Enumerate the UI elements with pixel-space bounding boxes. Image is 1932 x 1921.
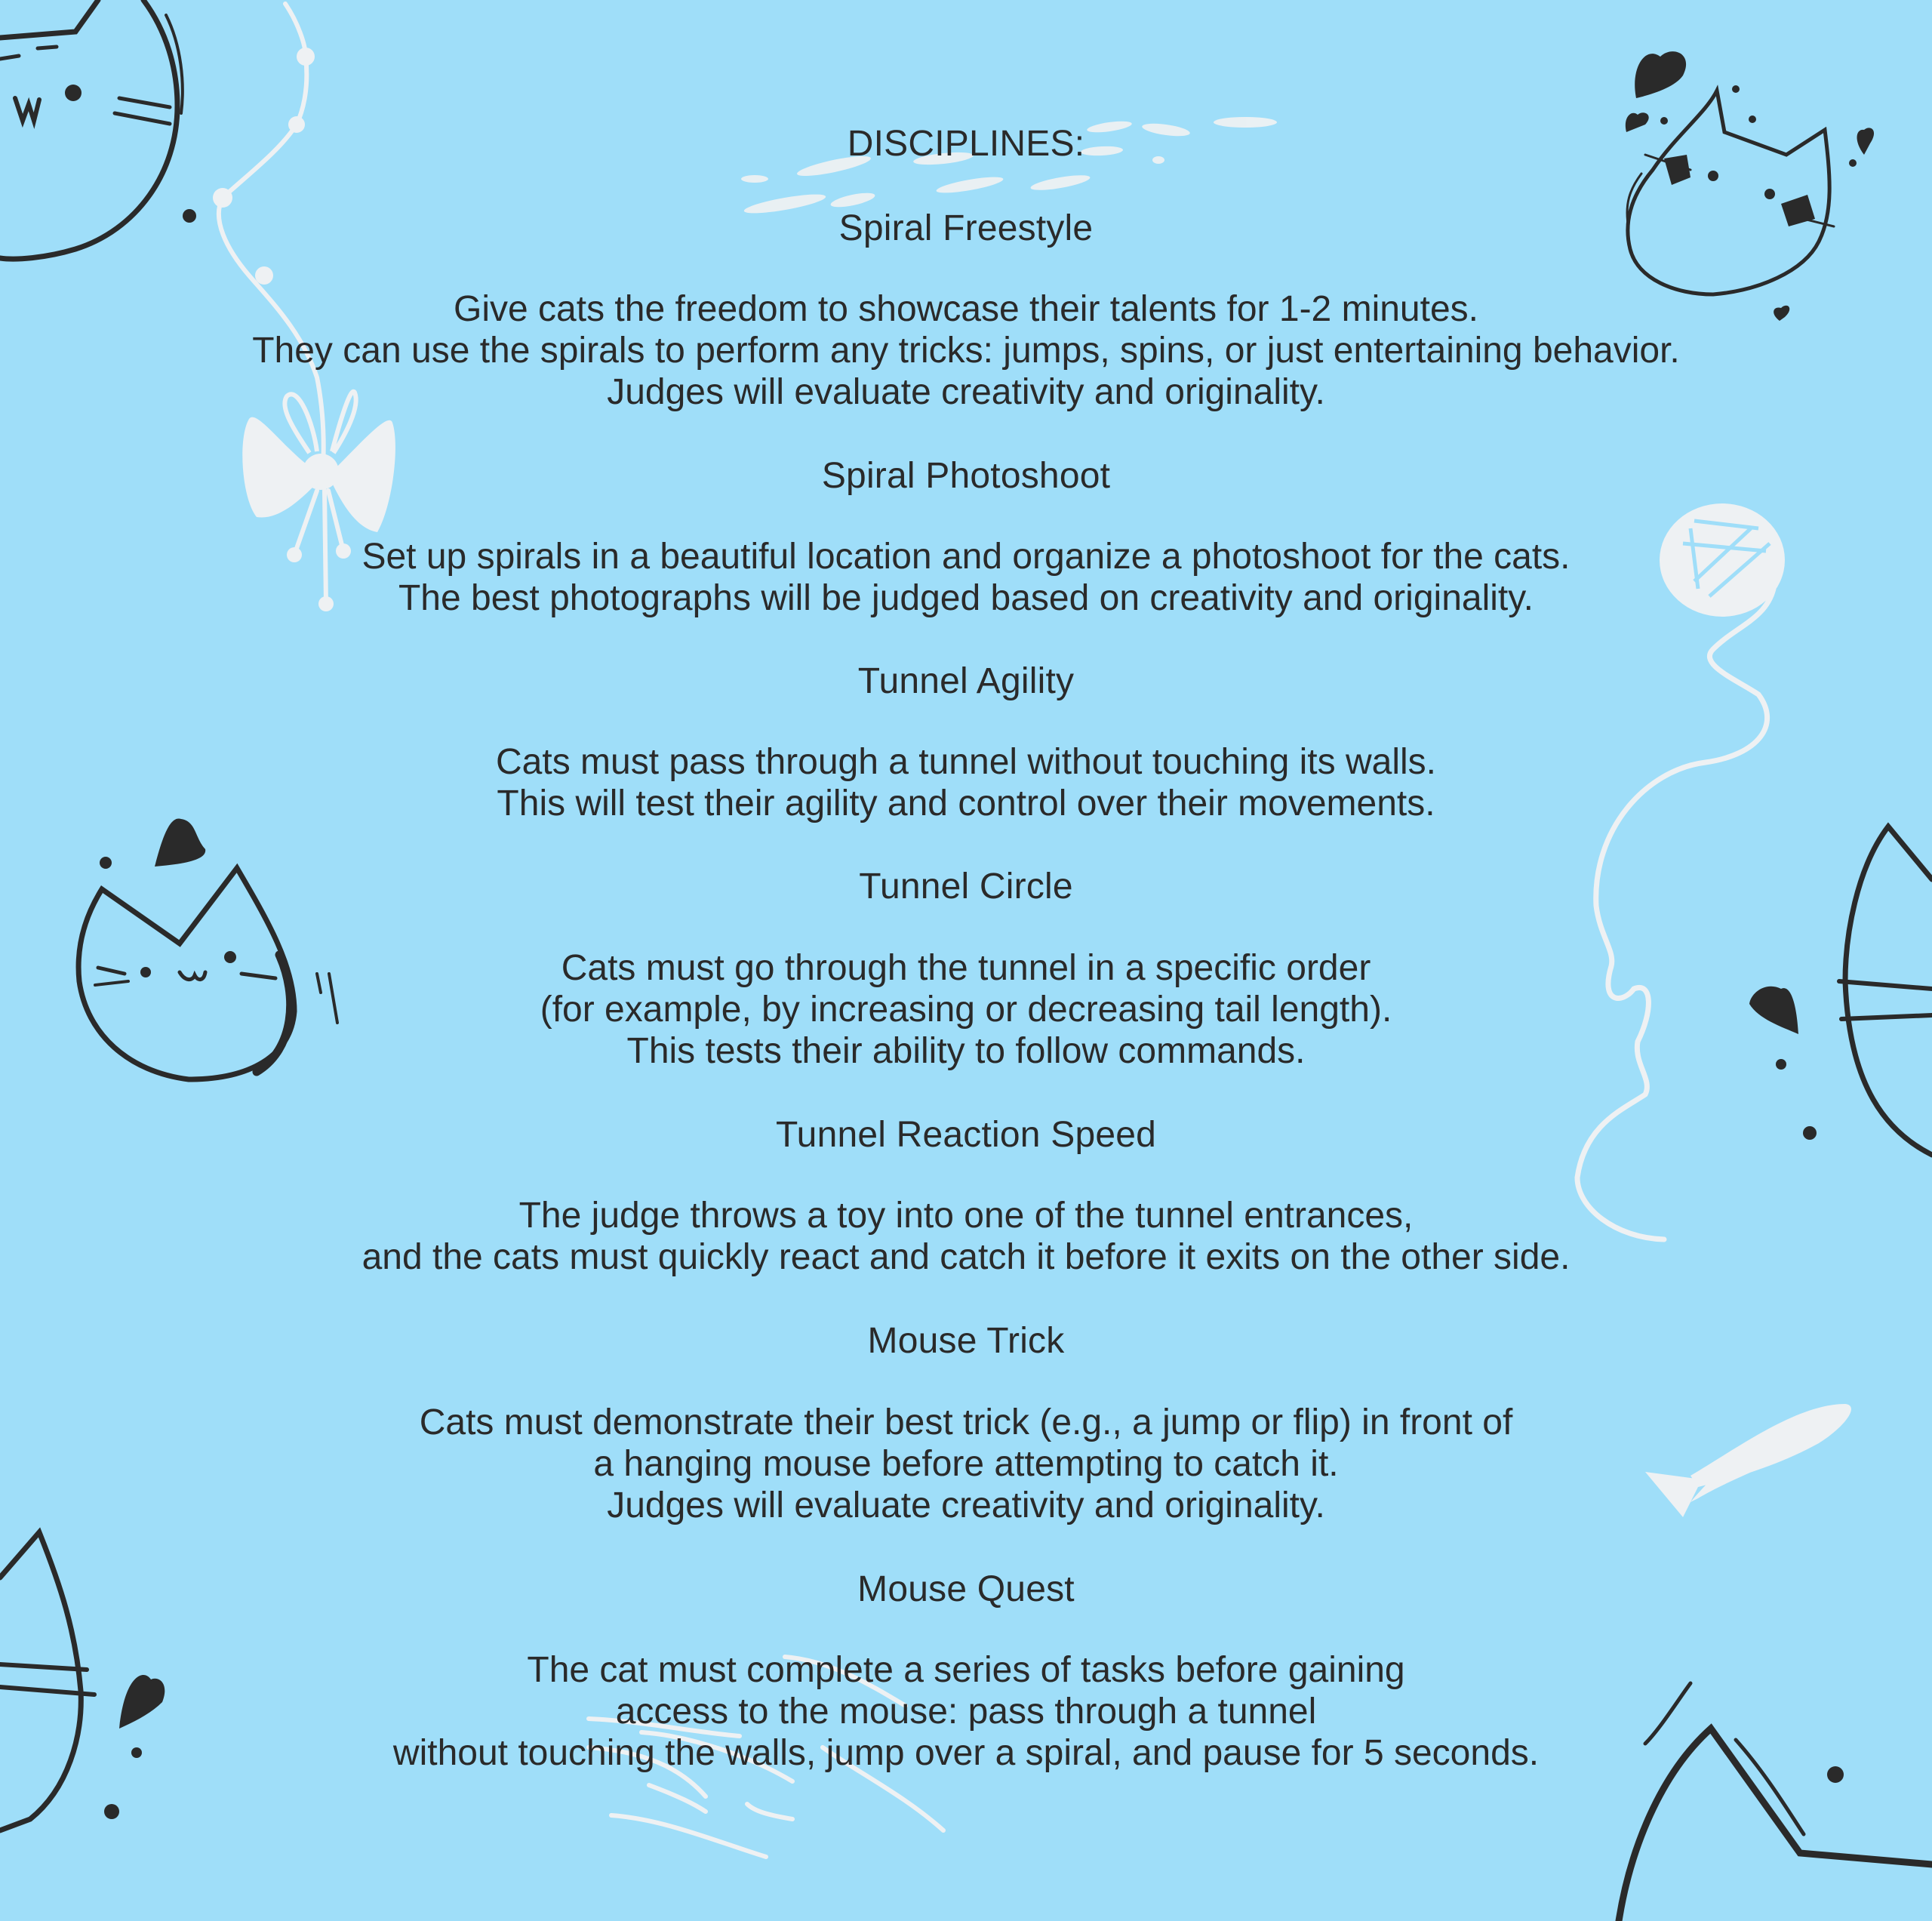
discipline-description: The cat must complete a series of tasks before gaining access to the mouse: pass through a tunnel without touching the walls, jump over a spiral, and pause for 5 seconds.	[392, 1650, 1540, 1773]
discipline-description: Cats must demonstrate their best trick (e.g., a jump or flip) in front of a hanging mouse before attempting to catch it. Judges will evaluate creativity and originality.	[419, 1402, 1513, 1525]
discipline-title: Tunnel Agility	[857, 661, 1075, 701]
discipline-description: Set up spirals in a beautiful location and organize a photoshoot for the cats. The best photographs will be judged based on creativity and originality.	[361, 537, 1571, 618]
discipline-title: Mouse Trick	[867, 1321, 1065, 1361]
discipline-description: Cats must go through the tunnel in a specific order (for example, by increasing or decreasing tail length). This tests their ability to follow commands.	[540, 948, 1392, 1071]
discipline-description: The judge throws a toy into one of the tunnel entrances, and the cats must quickly react and catch it before it exits on the other side.	[361, 1196, 1571, 1277]
discipline-title: Tunnel Reaction Speed	[775, 1115, 1157, 1155]
discipline-description: Give cats the freedom to showcase their talents for 1-2 minutes. They can use the spirals to perform any tricks: jumps, spins, or just entertaining behavior. Judges will evaluate creativity and originality.	[252, 289, 1680, 412]
heart-icon	[155, 818, 205, 867]
cat-face-top-right-icon	[1627, 91, 1834, 294]
discipline-title: Mouse Quest	[857, 1569, 1075, 1609]
heart-icon	[1626, 51, 1874, 321]
cat-eye-icon	[65, 85, 82, 101]
discipline-title: Spiral Freestyle	[838, 208, 1094, 248]
discipline-title: Spiral Photoshoot	[821, 456, 1111, 496]
discipline-description: Cats must pass through a tunnel without touching its walls. This will test their agility and control over their movements.	[496, 742, 1436, 824]
discipline-title: Tunnel Circle	[859, 867, 1073, 907]
page-title: DISCIPLINES:	[847, 124, 1085, 164]
